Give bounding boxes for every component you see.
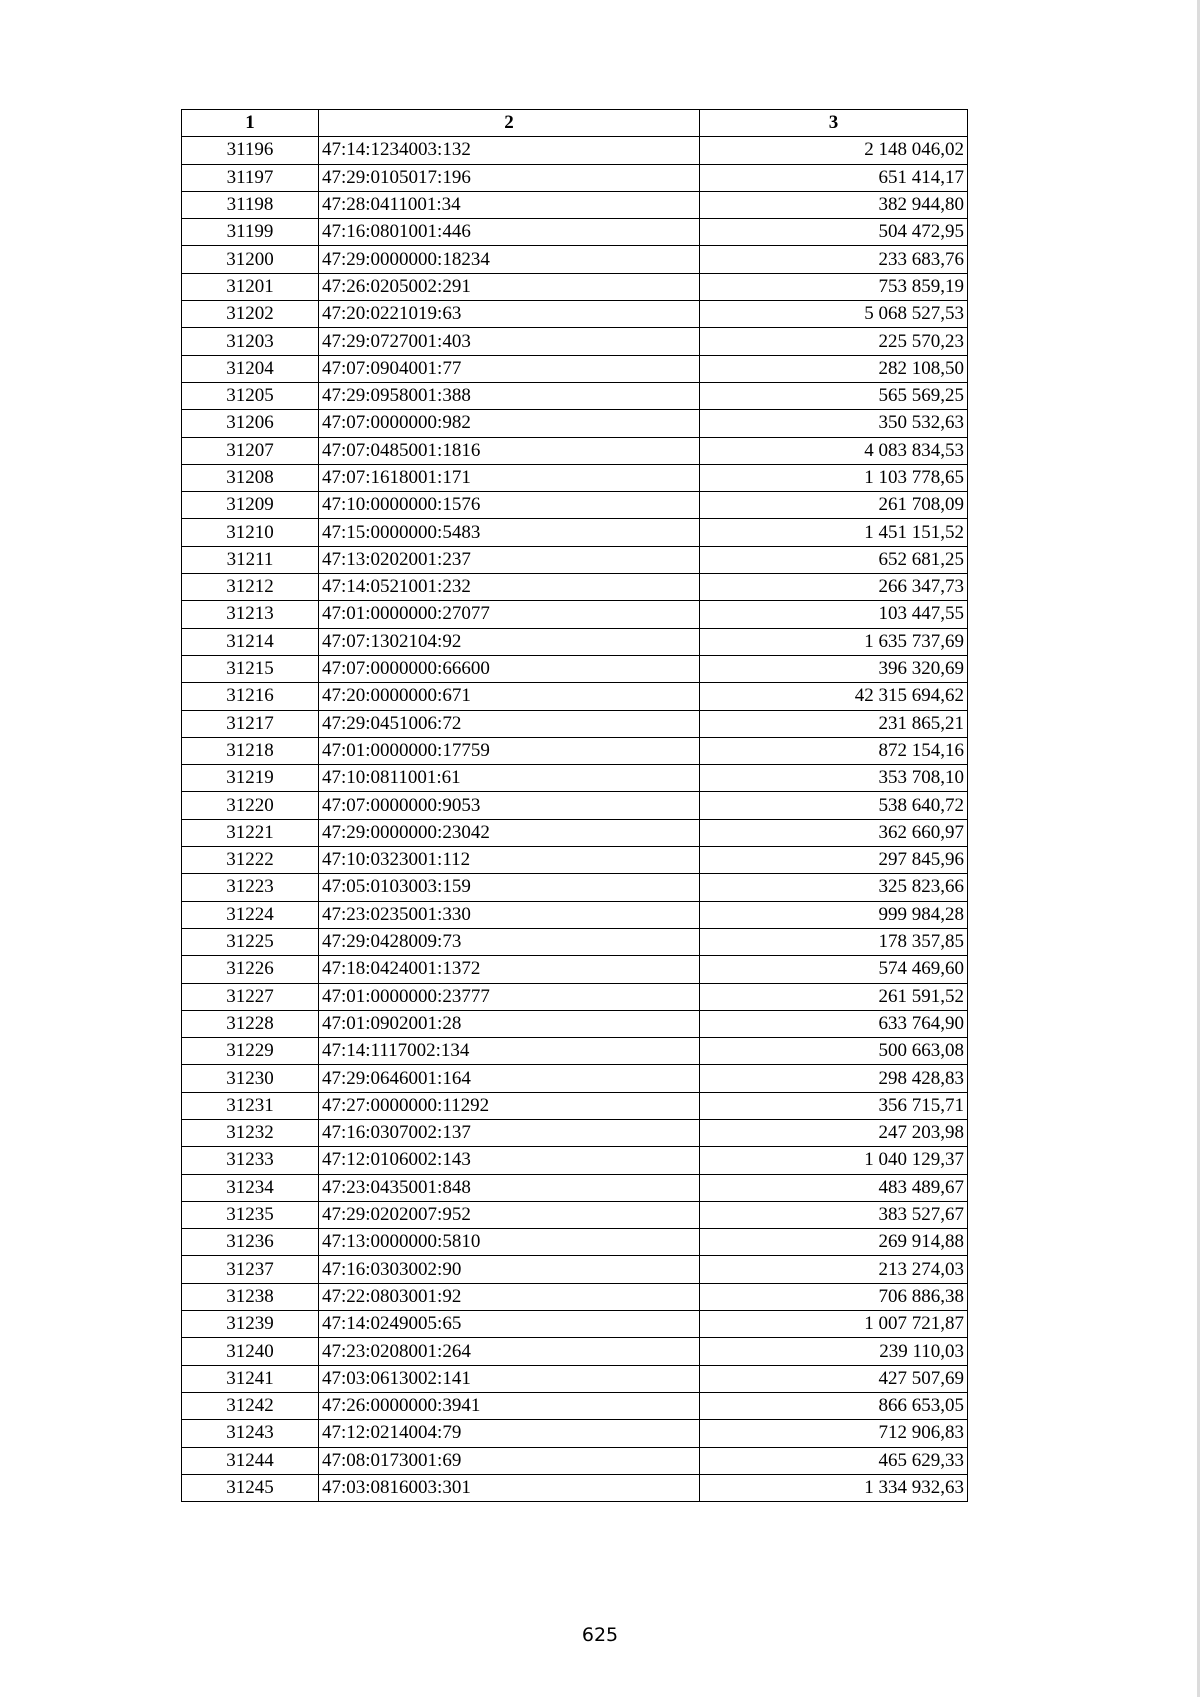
- cadastral-number-cell: 47:22:0803001:92: [319, 1283, 700, 1310]
- row-number-cell: 31211: [182, 546, 319, 573]
- table-row: [182, 355, 968, 382]
- value-cell: 266 347,73: [700, 574, 968, 601]
- row-number-cell: 31199: [182, 219, 319, 246]
- value-cell: 325 823,66: [700, 874, 968, 901]
- value-cell: 866 653,05: [700, 1392, 968, 1419]
- value-cell: 247 203,98: [700, 1119, 968, 1146]
- cadastral-number-cell: 47:18:0424001:1372: [319, 956, 700, 983]
- table-row: [182, 819, 968, 846]
- table-row: [182, 1092, 968, 1119]
- row-number-cell: 31219: [182, 765, 319, 792]
- table-row: [182, 1065, 968, 1092]
- table-row: [182, 983, 968, 1010]
- value-cell: 1 334 932,63: [700, 1474, 968, 1501]
- table-row: [182, 574, 968, 601]
- table-row: [182, 683, 968, 710]
- table-row: [182, 164, 968, 191]
- value-cell: 261 708,09: [700, 492, 968, 519]
- row-number-cell: 31235: [182, 1201, 319, 1228]
- value-cell: 269 914,88: [700, 1229, 968, 1256]
- table-row: [182, 137, 968, 164]
- cadastral-number-cell: 47:01:0000000:23777: [319, 983, 700, 1010]
- column-header-2: 2: [319, 110, 700, 137]
- table-row: [182, 246, 968, 273]
- cadastral-number-cell: 47:29:0000000:23042: [319, 819, 700, 846]
- table-row: [182, 437, 968, 464]
- row-number-cell: 31230: [182, 1065, 319, 1092]
- row-number-cell: 31229: [182, 1038, 319, 1065]
- table-row: [182, 546, 968, 573]
- row-number-cell: 31221: [182, 819, 319, 846]
- table-row: [182, 1038, 968, 1065]
- row-number-cell: 31207: [182, 437, 319, 464]
- value-cell: 282 108,50: [700, 355, 968, 382]
- value-cell: 574 469,60: [700, 956, 968, 983]
- value-cell: 297 845,96: [700, 847, 968, 874]
- value-cell: 396 320,69: [700, 655, 968, 682]
- row-number-cell: 31201: [182, 273, 319, 300]
- row-number-cell: 31237: [182, 1256, 319, 1283]
- value-cell: 383 527,67: [700, 1201, 968, 1228]
- row-number-cell: 31223: [182, 874, 319, 901]
- cadastral-number-cell: 47:01:0000000:27077: [319, 601, 700, 628]
- table-row: [182, 273, 968, 300]
- value-cell: 1 451 151,52: [700, 519, 968, 546]
- cadastral-number-cell: 47:10:0000000:1576: [319, 492, 700, 519]
- cadastral-number-cell: 47:07:0000000:66600: [319, 655, 700, 682]
- cadastral-number-cell: 47:26:0000000:3941: [319, 1392, 700, 1419]
- cadastral-number-cell: 47:16:0303002:90: [319, 1256, 700, 1283]
- cadastral-number-cell: 47:14:0521001:232: [319, 574, 700, 601]
- cadastral-number-cell: 47:29:0105017:196: [319, 164, 700, 191]
- table-row: [182, 1283, 968, 1310]
- row-number-cell: 31240: [182, 1338, 319, 1365]
- cadastral-number-cell: 47:23:0435001:848: [319, 1174, 700, 1201]
- cadastral-number-cell: 47:13:0202001:237: [319, 546, 700, 573]
- table-row: [182, 928, 968, 955]
- table-row: [182, 1311, 968, 1338]
- value-cell: 382 944,80: [700, 191, 968, 218]
- row-number-cell: 31202: [182, 301, 319, 328]
- value-cell: 633 764,90: [700, 1010, 968, 1037]
- table-row: [182, 1174, 968, 1201]
- table-row: [182, 1474, 968, 1501]
- cadastral-number-cell: 47:20:0000000:671: [319, 683, 700, 710]
- cadastral-number-cell: 47:08:0173001:69: [319, 1447, 700, 1474]
- value-cell: 872 154,16: [700, 737, 968, 764]
- table-row: [182, 1229, 968, 1256]
- cadastral-number-cell: 47:07:0485001:1816: [319, 437, 700, 464]
- row-number-cell: 31212: [182, 574, 319, 601]
- value-cell: 261 591,52: [700, 983, 968, 1010]
- table-row: [182, 1365, 968, 1392]
- value-cell: 500 663,08: [700, 1038, 968, 1065]
- cadastral-number-cell: 47:12:0214004:79: [319, 1420, 700, 1447]
- row-number-cell: 31225: [182, 928, 319, 955]
- cadastral-number-cell: 47:23:0208001:264: [319, 1338, 700, 1365]
- table-row: [182, 328, 968, 355]
- row-number-cell: 31198: [182, 191, 319, 218]
- cadastral-number-cell: 47:10:0811001:61: [319, 765, 700, 792]
- cadastral-number-cell: 47:01:0000000:17759: [319, 737, 700, 764]
- column-header-3: 3: [700, 110, 968, 137]
- value-cell: 706 886,38: [700, 1283, 968, 1310]
- value-cell: 178 357,85: [700, 928, 968, 955]
- value-cell: 213 274,03: [700, 1256, 968, 1283]
- row-number-cell: 31228: [182, 1010, 319, 1037]
- column-header-1: 1: [182, 110, 319, 137]
- table-row: [182, 956, 968, 983]
- table-row: [182, 847, 968, 874]
- row-number-cell: 31209: [182, 492, 319, 519]
- cadastral-number-cell: 47:28:0411001:34: [319, 191, 700, 218]
- table-row: [182, 655, 968, 682]
- cadastral-number-cell: 47:29:0646001:164: [319, 1065, 700, 1092]
- row-number-cell: 31206: [182, 410, 319, 437]
- cadastral-number-cell: 47:03:0816003:301: [319, 1474, 700, 1501]
- cadastral-number-cell: 47:29:0000000:18234: [319, 246, 700, 273]
- table-row: [182, 1147, 968, 1174]
- table-row: [182, 792, 968, 819]
- row-number-cell: 31226: [182, 956, 319, 983]
- value-cell: 233 683,76: [700, 246, 968, 273]
- row-number-cell: 31238: [182, 1283, 319, 1310]
- table-row: [182, 301, 968, 328]
- row-number-cell: 31200: [182, 246, 319, 273]
- value-cell: 1 635 737,69: [700, 628, 968, 655]
- row-number-cell: 31220: [182, 792, 319, 819]
- row-number-cell: 31239: [182, 1311, 319, 1338]
- cadastral-number-cell: 47:10:0323001:112: [319, 847, 700, 874]
- value-cell: 565 569,25: [700, 382, 968, 409]
- row-number-cell: 31216: [182, 683, 319, 710]
- cadastral-number-cell: 47:27:0000000:11292: [319, 1092, 700, 1119]
- page-number: 625: [581, 1624, 619, 1646]
- row-number-cell: 31215: [182, 655, 319, 682]
- value-cell: 1 007 721,87: [700, 1311, 968, 1338]
- value-cell: 42 315 694,62: [700, 683, 968, 710]
- cadastral-number-cell: 47:12:0106002:143: [319, 1147, 700, 1174]
- cadastral-number-cell: 47:07:0904001:77: [319, 355, 700, 382]
- value-cell: 999 984,28: [700, 901, 968, 928]
- row-number-cell: 31241: [182, 1365, 319, 1392]
- row-number-cell: 31218: [182, 737, 319, 764]
- cadastral-number-cell: 47:13:0000000:5810: [319, 1229, 700, 1256]
- header-row: [182, 110, 968, 137]
- cadastral-number-cell: 47:07:1618001:171: [319, 464, 700, 491]
- row-number-cell: 31243: [182, 1420, 319, 1447]
- table-row: [182, 191, 968, 218]
- table-row: [182, 901, 968, 928]
- table-row: [182, 874, 968, 901]
- table-row: [182, 1447, 968, 1474]
- cadastral-number-cell: 47:29:0202007:952: [319, 1201, 700, 1228]
- row-number-cell: 31204: [182, 355, 319, 382]
- cadastral-number-cell: 47:23:0235001:330: [319, 901, 700, 928]
- data-table: [181, 109, 968, 1502]
- row-number-cell: 31234: [182, 1174, 319, 1201]
- cadastral-number-cell: 47:07:0000000:9053: [319, 792, 700, 819]
- value-cell: 1 103 778,65: [700, 464, 968, 491]
- table-row: [182, 492, 968, 519]
- cadastral-number-cell: 47:14:0249005:65: [319, 1311, 700, 1338]
- cadastral-number-cell: 47:16:0801001:446: [319, 219, 700, 246]
- table-row: [182, 1392, 968, 1419]
- value-cell: 465 629,33: [700, 1447, 968, 1474]
- cadastral-number-cell: 47:07:0000000:982: [319, 410, 700, 437]
- value-cell: 5 068 527,53: [700, 301, 968, 328]
- cadastral-number-cell: 47:26:0205002:291: [319, 273, 700, 300]
- table-row: [182, 765, 968, 792]
- row-number-cell: 31203: [182, 328, 319, 355]
- value-cell: 651 414,17: [700, 164, 968, 191]
- cadastral-number-cell: 47:20:0221019:63: [319, 301, 700, 328]
- value-cell: 427 507,69: [700, 1365, 968, 1392]
- cadastral-number-cell: 47:16:0307002:137: [319, 1119, 700, 1146]
- cadastral-number-cell: 47:14:1117002:134: [319, 1038, 700, 1065]
- row-number-cell: 31242: [182, 1392, 319, 1419]
- cadastral-number-cell: 47:29:0958001:388: [319, 382, 700, 409]
- cadastral-number-cell: 47:03:0613002:141: [319, 1365, 700, 1392]
- value-cell: 712 906,83: [700, 1420, 968, 1447]
- table-row: [182, 601, 968, 628]
- table-row: [182, 737, 968, 764]
- cadastral-number-cell: 47:29:0451006:72: [319, 710, 700, 737]
- value-cell: 4 083 834,53: [700, 437, 968, 464]
- value-cell: 350 532,63: [700, 410, 968, 437]
- value-cell: 353 708,10: [700, 765, 968, 792]
- table-row: [182, 1420, 968, 1447]
- row-number-cell: 31214: [182, 628, 319, 655]
- row-number-cell: 31222: [182, 847, 319, 874]
- value-cell: 538 640,72: [700, 792, 968, 819]
- value-cell: 225 570,23: [700, 328, 968, 355]
- value-cell: 239 110,03: [700, 1338, 968, 1365]
- cadastral-number-cell: 47:14:1234003:132: [319, 137, 700, 164]
- table-row: [182, 710, 968, 737]
- value-cell: 356 715,71: [700, 1092, 968, 1119]
- table-body: [182, 137, 968, 1502]
- cadastral-number-cell: 47:29:0727001:403: [319, 328, 700, 355]
- cadastral-number-cell: 47:07:1302104:92: [319, 628, 700, 655]
- row-number-cell: 31224: [182, 901, 319, 928]
- cadastral-number-cell: 47:05:0103003:159: [319, 874, 700, 901]
- table-row: [182, 628, 968, 655]
- row-number-cell: 31217: [182, 710, 319, 737]
- row-number-cell: 31232: [182, 1119, 319, 1146]
- value-cell: 103 447,55: [700, 601, 968, 628]
- cadastral-number-cell: 47:01:0902001:28: [319, 1010, 700, 1037]
- table-row: [182, 219, 968, 246]
- row-number-cell: 31244: [182, 1447, 319, 1474]
- value-cell: 652 681,25: [700, 546, 968, 573]
- cadastral-number-cell: 47:15:0000000:5483: [319, 519, 700, 546]
- cadastral-number-cell: 47:29:0428009:73: [319, 928, 700, 955]
- row-number-cell: 31245: [182, 1474, 319, 1501]
- table-row: [182, 1119, 968, 1146]
- row-number-cell: 31196: [182, 137, 319, 164]
- row-number-cell: 31205: [182, 382, 319, 409]
- value-cell: 1 040 129,37: [700, 1147, 968, 1174]
- row-number-cell: 31208: [182, 464, 319, 491]
- table-row: [182, 410, 968, 437]
- value-cell: 2 148 046,02: [700, 137, 968, 164]
- row-number-cell: 31213: [182, 601, 319, 628]
- table-row: [182, 1338, 968, 1365]
- table-row: [182, 464, 968, 491]
- value-cell: 231 865,21: [700, 710, 968, 737]
- table-row: [182, 1010, 968, 1037]
- value-cell: 504 472,95: [700, 219, 968, 246]
- table-header: [182, 110, 968, 137]
- table-row: [182, 382, 968, 409]
- row-number-cell: 31197: [182, 164, 319, 191]
- value-cell: 362 660,97: [700, 819, 968, 846]
- value-cell: 298 428,83: [700, 1065, 968, 1092]
- table-row: [182, 1256, 968, 1283]
- row-number-cell: 31210: [182, 519, 319, 546]
- value-cell: 483 489,67: [700, 1174, 968, 1201]
- row-number-cell: 31236: [182, 1229, 319, 1256]
- row-number-cell: 31233: [182, 1147, 319, 1174]
- table-row: [182, 519, 968, 546]
- row-number-cell: 31227: [182, 983, 319, 1010]
- value-cell: 753 859,19: [700, 273, 968, 300]
- table-row: [182, 1201, 968, 1228]
- row-number-cell: 31231: [182, 1092, 319, 1119]
